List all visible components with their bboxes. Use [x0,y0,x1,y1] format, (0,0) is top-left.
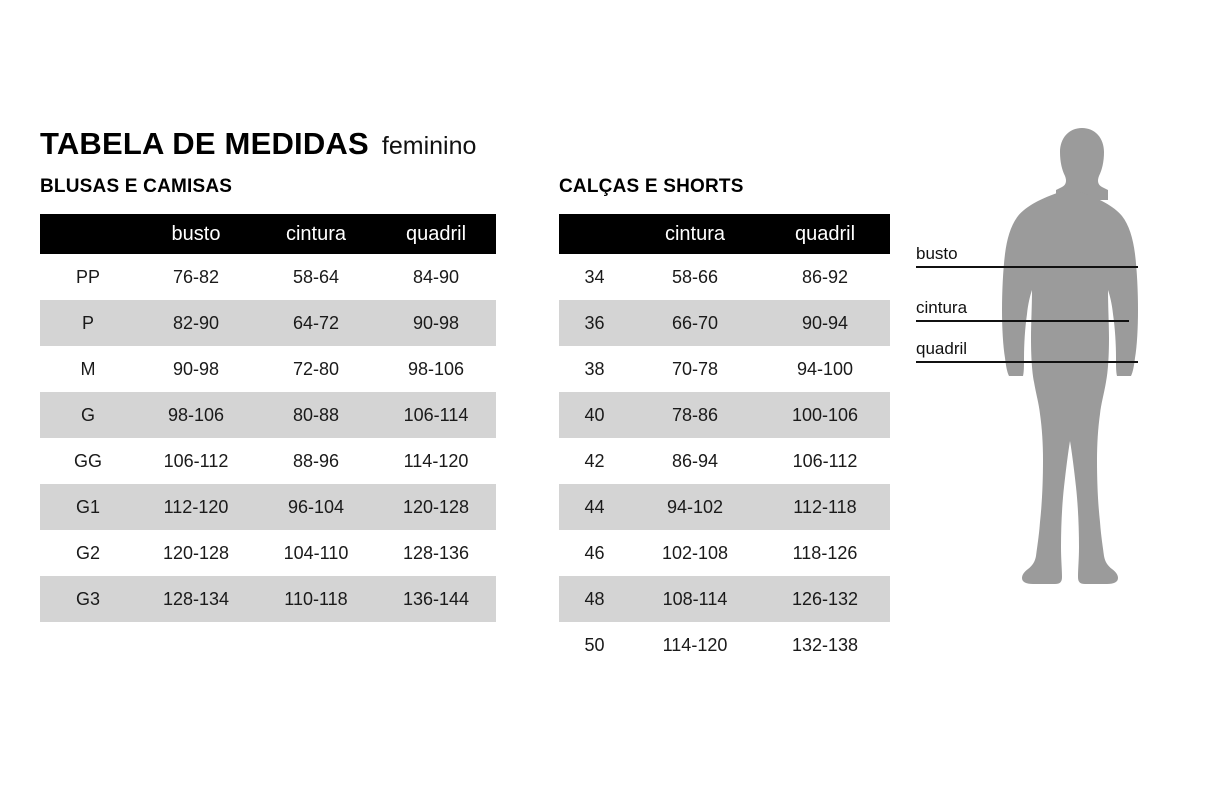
table-header-row [40,214,496,254]
measure-quadril: 132-138 [760,622,890,668]
table-row [559,392,890,438]
measure-quadril: 90-98 [376,300,496,346]
measure-quadril: 90-94 [760,300,890,346]
measure-cintura: 72-80 [256,346,376,392]
column-header [40,214,136,254]
table-row [559,300,890,346]
table-row [40,530,496,576]
table-row [40,254,496,300]
table-row [40,438,496,484]
measure-cintura: 70-78 [630,346,760,392]
size-label: 50 [559,622,630,668]
callout-label-busto: busto [916,244,958,263]
table-calcas-e-shorts [559,214,890,668]
measure-quadril: 126-132 [760,576,890,622]
size-label: 36 [559,300,630,346]
section-heading-bottoms: CALÇAS E SHORTS [559,176,744,197]
size-label: GG [40,438,136,484]
section-heading-tops: BLUSAS E CAMISAS [40,176,233,197]
measure-busto: 82-90 [136,300,256,346]
measure-busto: 76-82 [136,254,256,300]
female-body-silhouette-icon [900,120,1200,665]
measure-quadril: 94-100 [760,346,890,392]
size-label: P [40,300,136,346]
measure-quadril: 136-144 [376,576,496,622]
measure-quadril: 86-92 [760,254,890,300]
measure-quadril: 118-126 [760,530,890,576]
measure-busto: 112-120 [136,484,256,530]
body-figure [900,120,1200,665]
measure-quadril: 120-128 [376,484,496,530]
measure-quadril: 84-90 [376,254,496,300]
page-title-subtitle: feminino [381,132,477,160]
column-header: quadril [760,214,890,254]
measure-quadril: 98-106 [376,346,496,392]
measure-cintura: 88-96 [256,438,376,484]
size-label: PP [40,254,136,300]
measure-quadril: 112-118 [760,484,890,530]
measure-busto: 120-128 [136,530,256,576]
column-header: cintura [630,214,760,254]
measure-cintura: 58-66 [630,254,760,300]
page-title-main: TABELA DE MEDIDAS [40,126,369,161]
table-row [559,484,890,530]
size-label: 38 [559,346,630,392]
table-row [559,576,890,622]
table-row [40,346,496,392]
table-row [559,254,890,300]
measure-quadril: 106-114 [376,392,496,438]
table-header-row [559,214,890,254]
measure-busto: 98-106 [136,392,256,438]
measure-cintura: 108-114 [630,576,760,622]
page-title [40,126,476,162]
table-row [40,300,496,346]
table-row [40,392,496,438]
measure-quadril: 114-120 [376,438,496,484]
column-header: busto [136,214,256,254]
size-label: 34 [559,254,630,300]
callout-label-cintura: cintura [916,298,968,317]
measure-cintura: 66-70 [630,300,760,346]
measure-cintura: 80-88 [256,392,376,438]
measure-busto: 106-112 [136,438,256,484]
measure-cintura: 78-86 [630,392,760,438]
table-row [559,530,890,576]
table-row [559,438,890,484]
size-label: 46 [559,530,630,576]
size-label: G [40,392,136,438]
measure-cintura: 58-64 [256,254,376,300]
size-label: G2 [40,530,136,576]
table-row [40,576,496,622]
size-label: 48 [559,576,630,622]
measure-busto: 128-134 [136,576,256,622]
measure-quadril: 106-112 [760,438,890,484]
measure-quadril: 128-136 [376,530,496,576]
column-header [559,214,630,254]
callout-line-cintura [916,320,1129,322]
measure-busto: 90-98 [136,346,256,392]
table-row [559,622,890,668]
measure-cintura: 110-118 [256,576,376,622]
column-header: quadril [376,214,496,254]
callout-line-busto [916,266,1138,268]
measure-cintura: 86-94 [630,438,760,484]
size-label: G1 [40,484,136,530]
table-blusas-e-camisas [40,214,496,622]
size-label: M [40,346,136,392]
callout-label-quadril: quadril [916,339,968,358]
callout-line-quadril [916,361,1138,363]
measure-cintura: 102-108 [630,530,760,576]
measure-quadril: 100-106 [760,392,890,438]
size-label: 44 [559,484,630,530]
size-label: 40 [559,392,630,438]
measure-cintura: 104-110 [256,530,376,576]
measure-cintura: 96-104 [256,484,376,530]
measure-cintura: 114-120 [630,622,760,668]
column-header: cintura [256,214,376,254]
measure-cintura: 64-72 [256,300,376,346]
table-row [40,484,496,530]
size-label: G3 [40,576,136,622]
size-label: 42 [559,438,630,484]
measure-cintura: 94-102 [630,484,760,530]
table-row [559,346,890,392]
